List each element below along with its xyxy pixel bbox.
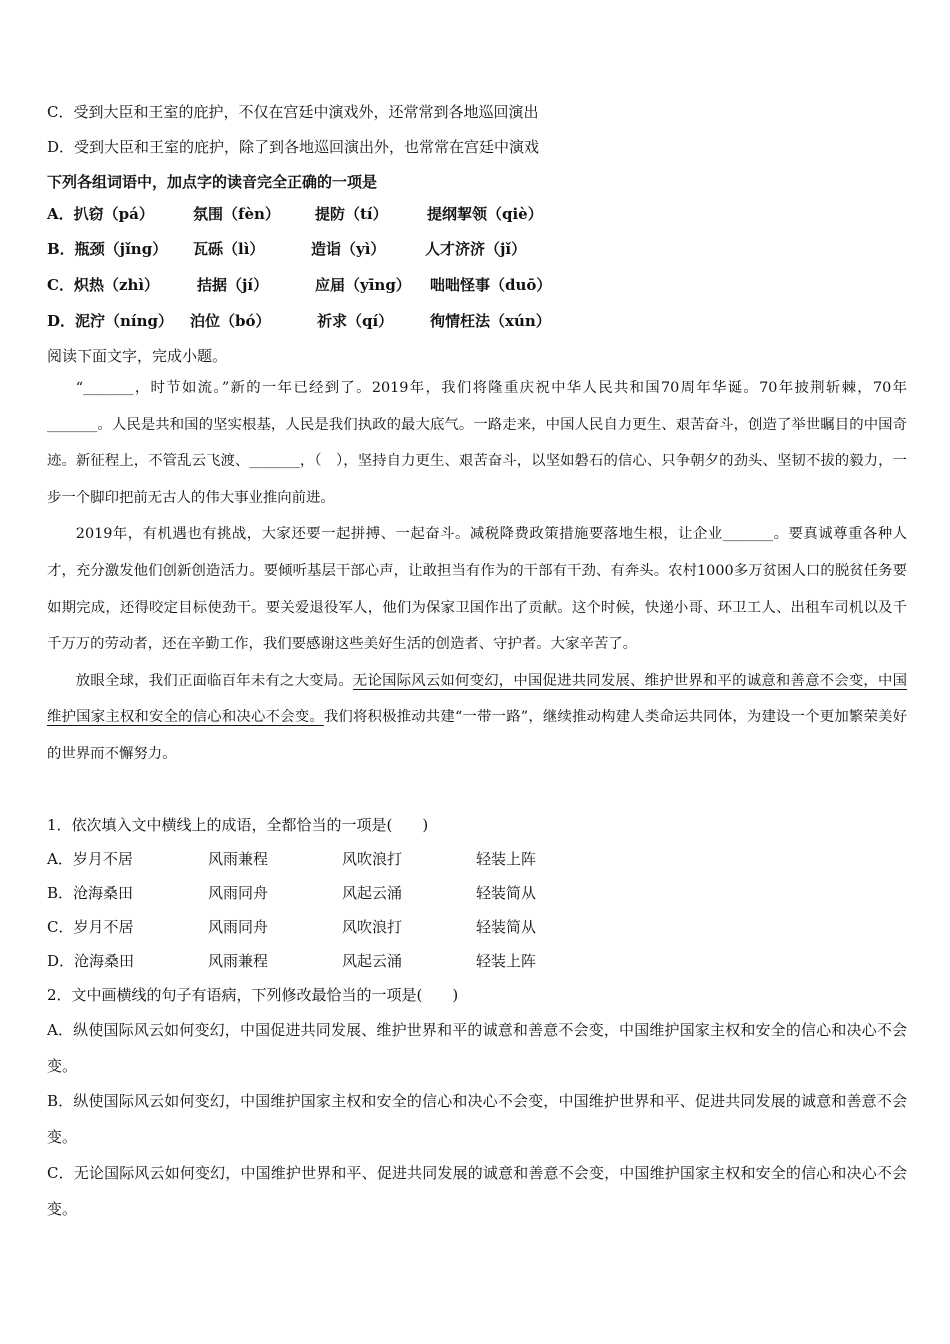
- reading-intro: 阅读下面文字，完成小题。: [47, 347, 228, 365]
- idiom: 轻装简从: [476, 884, 537, 902]
- q2-stem: 2．文中画横线的句子有语病，下列修改最恰当的一项是( ): [47, 986, 459, 1004]
- idiom: A．岁月不居: [47, 850, 133, 868]
- idiom: 风雨同舟: [208, 884, 269, 902]
- passage-paragraph-2: 2019年，有机遇也有挑战，大家还要一起拼搏、一起奋斗。减税降费政策措施要落地生根，让企业_______。要真诚尊重各种人才，充分激发他们创新创造活力。要倾听基层干部心声，让敢担当有作为的干部有干劲、有奔头。农村1000多万贫困人口的脱贫任务要如期完成，还得咬定目标使劲干。要关爱退役军人，他们为保家卫国作出了贡献。这个时候，快递小哥、环卫工人、出租车司机以及千千万万的劳动者，还在辛勤工作，我们要感谢这些美好生活的创造者、守护者。大家辛苦了。: [47, 526, 907, 653]
- pinyin-word: C．炽热（zhì）: [47, 276, 160, 294]
- pinyin-word: 氛围（fèn）: [193, 205, 280, 223]
- pinyin-word: 应届（yīng）: [315, 276, 411, 294]
- passage-paragraph-1: “_______，时节如流。”新的一年已经到了。2019年，我们将隆重庆祝中华人民共和国70周年华诞。70年披荆斩棘，70年_______。人民是共和国的坚实根基，人民是我们执政的最大底气。一路走来，中国人民自力更生、艰苦奋斗，创造了举世瞩目的中国奇迹。新征程上，不管乱云飞渡、_______，（ ），坚持自力更生、艰苦奋斗，以坚如磐石的信心、只争朝夕的劲头、坚韧不拔的毅力，一步一个脚印把前无古人的伟大事业推向前进。: [47, 380, 907, 506]
- q2-option-c: C．无论国际风云如何变幻，中国维护世界和平、促进共同发展的诚意和善意不会变，中国维护国家主权和安全的信心和决心不会变。: [47, 1164, 907, 1218]
- idiom: 轻装上阵: [476, 952, 537, 970]
- pinyin-question-stem: 下列各组词语中，加点字的读音完全正确的一项是: [47, 173, 378, 191]
- pinyin-word: B．瓶颈（jǐng）: [47, 240, 168, 258]
- pinyin-word: 咄咄怪事（duō）: [430, 276, 552, 294]
- idiom: 风雨同舟: [208, 918, 269, 936]
- pinyin-word: 提防（tí）: [315, 205, 388, 223]
- passage-paragraph-3: [47, 663, 907, 773]
- pinyin-word: 造诣（yì）: [311, 240, 386, 258]
- prev-option-c: C．受到大臣和王室的庇护，不仅在宫廷中演戏外，还常常到各地巡回演出: [47, 103, 539, 121]
- pinyin-word: A．扒窃（pá）: [47, 205, 154, 223]
- idiom: 风吹浪打: [342, 850, 403, 868]
- reading-passage: [47, 370, 907, 773]
- idiom: 轻装上阵: [476, 850, 537, 868]
- prev-option-d: D．受到大臣和王室的庇护，除了到各地巡回演出外，也常常在宫廷中演戏: [47, 138, 540, 156]
- q2-option-b: B．纵使国际风云如何变幻，中国维护国家主权和安全的信心和决心不会变，中国维护世界和平、促进共同发展的诚意和善意不会变。: [47, 1092, 907, 1146]
- idiom: C．岁月不居: [47, 918, 134, 936]
- pinyin-word: 人才济济（jǐ）: [425, 240, 527, 258]
- underlined-sentence: 无论国际风云如何变幻，中国促进共同发展、维护世界和平的诚意和善意不会变，中国维护国家主权和安全的信心和决心不会变。: [47, 672, 907, 726]
- q1-stem: 1．依次填入文中横线上的成语，全都恰当的一项是( ): [47, 816, 429, 834]
- pinyin-word: 拮据（jí）: [197, 276, 269, 294]
- idiom: 轻装简从: [476, 918, 537, 936]
- idiom: 风起云涌: [342, 884, 403, 902]
- pinyin-word: 瓦砾（lì）: [193, 240, 265, 258]
- idiom: B．沧海桑田: [47, 884, 134, 902]
- idiom: 风雨兼程: [208, 952, 269, 970]
- idiom: 风起云涌: [342, 952, 403, 970]
- pinyin-word: 提纲挈领（qiè）: [427, 205, 543, 223]
- q2-option-a: A．纵使国际风云如何变幻，中国促进共同发展、维护世界和平的诚意和善意不会变，中国维护国家主权和安全的信心和决心不会变。: [47, 1021, 907, 1075]
- pinyin-word: D．泥泞（níng）: [47, 312, 174, 330]
- idiom: 风雨兼程: [208, 850, 269, 868]
- pinyin-word: 泊位（bó）: [190, 312, 271, 330]
- idiom: D．沧海桑田: [47, 952, 135, 970]
- pinyin-word: 祈求（qí）: [317, 312, 394, 330]
- idiom: 风吹浪打: [342, 918, 403, 936]
- paragraph-3-tail: 我们将积极推动共建“一带一路”，继续推动构建人类命运共同体，为建设一个更加繁荣美好的世界而不懈努力。: [47, 709, 907, 762]
- paragraph-3-lead: 放眼全球，我们正面临百年未有之大变局。: [75, 672, 353, 689]
- pinyin-word: 徇情枉法（xún）: [430, 312, 551, 330]
